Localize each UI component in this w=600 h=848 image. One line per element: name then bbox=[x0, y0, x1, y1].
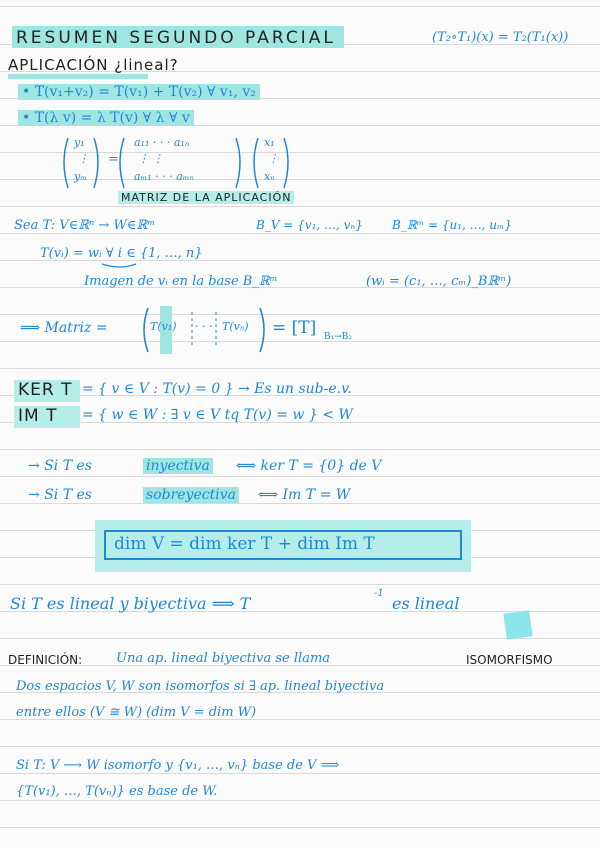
column-t-vn: T(vₙ) bbox=[222, 320, 249, 333]
isomorphism-basis-statement: Si T: V ⟶ W isomorfo y {v₁, …, vₙ} base de V ⟹ bbox=[16, 758, 340, 773]
definition-isomorphic-spaces: Dos espacios V, W son isomorfos si ∃ ap. lineal biyectiva bbox=[16, 679, 385, 694]
basis-v: B_V = {v₁, …, vₙ} bbox=[256, 218, 363, 232]
matrix-a-row2: ⋮ ⋮ bbox=[138, 152, 164, 165]
vector-x-1: x₁ bbox=[264, 136, 275, 149]
column-t-v1: T(v₁) bbox=[150, 320, 177, 333]
injective-word: inyectiva bbox=[143, 458, 213, 474]
section-title-aplicacion: APLICACIÓN ¿lineal? bbox=[8, 56, 179, 74]
highlighter-mark bbox=[503, 610, 532, 639]
page-title: RESUMEN SEGUNDO PARCIAL bbox=[12, 26, 344, 48]
underline-brace bbox=[100, 262, 140, 272]
vector-x-n: xₙ bbox=[264, 170, 275, 183]
matrix-result: = [T] bbox=[272, 318, 317, 338]
image-definition: T(vᵢ) = wᵢ ∀ i ∈ {1, …, n} bbox=[40, 246, 203, 261]
vector-y-1: y₁ bbox=[74, 136, 85, 149]
isomorphism-word: ISOMORFISMO bbox=[466, 653, 553, 667]
composition-formula: (T₂∘T₁)(x) = T₂(T₁(x)) bbox=[432, 30, 569, 45]
basis-rm: B_ℝᵐ = {u₁, …, uₘ} bbox=[392, 218, 512, 232]
image-description: Imagen de vᵢ en la base B_ℝᵐ bbox=[84, 274, 278, 289]
title-highlight bbox=[8, 74, 148, 79]
definition-text: Una ap. lineal biyectiva se llama bbox=[116, 651, 331, 666]
vector-y-m: yₘ bbox=[74, 170, 87, 183]
surjective-condition: ⟺ Im T = W bbox=[258, 487, 351, 503]
column-dots: · · · bbox=[195, 320, 213, 333]
matrix-prefix: ⟹ Matriz = bbox=[20, 320, 108, 336]
im-label: IM T bbox=[18, 406, 58, 426]
image-coordinates: (wᵢ = (c₁, …, cₘ)_Bℝᵐ) bbox=[366, 274, 512, 289]
matrix-brackets bbox=[60, 134, 320, 194]
vector-y-dots: ⋮ bbox=[78, 152, 89, 165]
matrix-label: MATRIZ DE LA APLICACIÓN bbox=[118, 191, 294, 204]
sea-definition: Sea T: V∈ℝⁿ → W∈ℝᵐ bbox=[14, 218, 156, 233]
inverse-statement: Si T es lineal y biyectiva ⟹ T bbox=[10, 594, 251, 613]
surjective-prefix: → Si T es bbox=[28, 487, 92, 503]
ker-label: KER T bbox=[18, 380, 73, 400]
matrix-a-row1: a₁₁ · · · a₁ₙ bbox=[134, 136, 190, 149]
linearity-rule-scalar: • T(λ v) = λ T(v) ∀ λ ∀ v bbox=[18, 110, 194, 126]
definition-dimension: entre ellos (V ≅ W) (dim V = dim W) bbox=[16, 705, 257, 720]
isomorphism-basis-conclusion: {T(v₁), …, T(vₙ)} es base de W. bbox=[16, 784, 218, 799]
definition-label: DEFINICIÓN: bbox=[8, 653, 83, 667]
vector-x-dots: ⋮ bbox=[268, 152, 279, 165]
ker-definition: = { v ∈ V : T(v) = 0 } → Es un sub-e.v. bbox=[82, 381, 352, 397]
inverse-superscript: -1 bbox=[374, 588, 384, 599]
inverse-conclusion: es lineal bbox=[392, 594, 460, 613]
linearity-rule-additive: • T(v₁+v₂) = T(v₁) + T(v₂) ∀ v₁, v₂ bbox=[18, 84, 260, 100]
surjective-word: sobreyectiva bbox=[143, 487, 239, 503]
dimension-formula: dim V = dim ker T + dim Im T bbox=[114, 534, 375, 554]
injective-condition: ⟺ ker T = {0} de V bbox=[236, 458, 382, 474]
matrix-equals: = bbox=[108, 152, 119, 167]
im-definition: = { w ∈ W : ∃ v ∈ V tq T(v) = w } < W bbox=[82, 407, 353, 423]
matrix-result-subscript: B₁→B₂ bbox=[324, 332, 352, 342]
injective-prefix: → Si T es bbox=[28, 458, 92, 474]
matrix-a-row3: aₘ₁ · · · aₘₙ bbox=[134, 170, 194, 183]
